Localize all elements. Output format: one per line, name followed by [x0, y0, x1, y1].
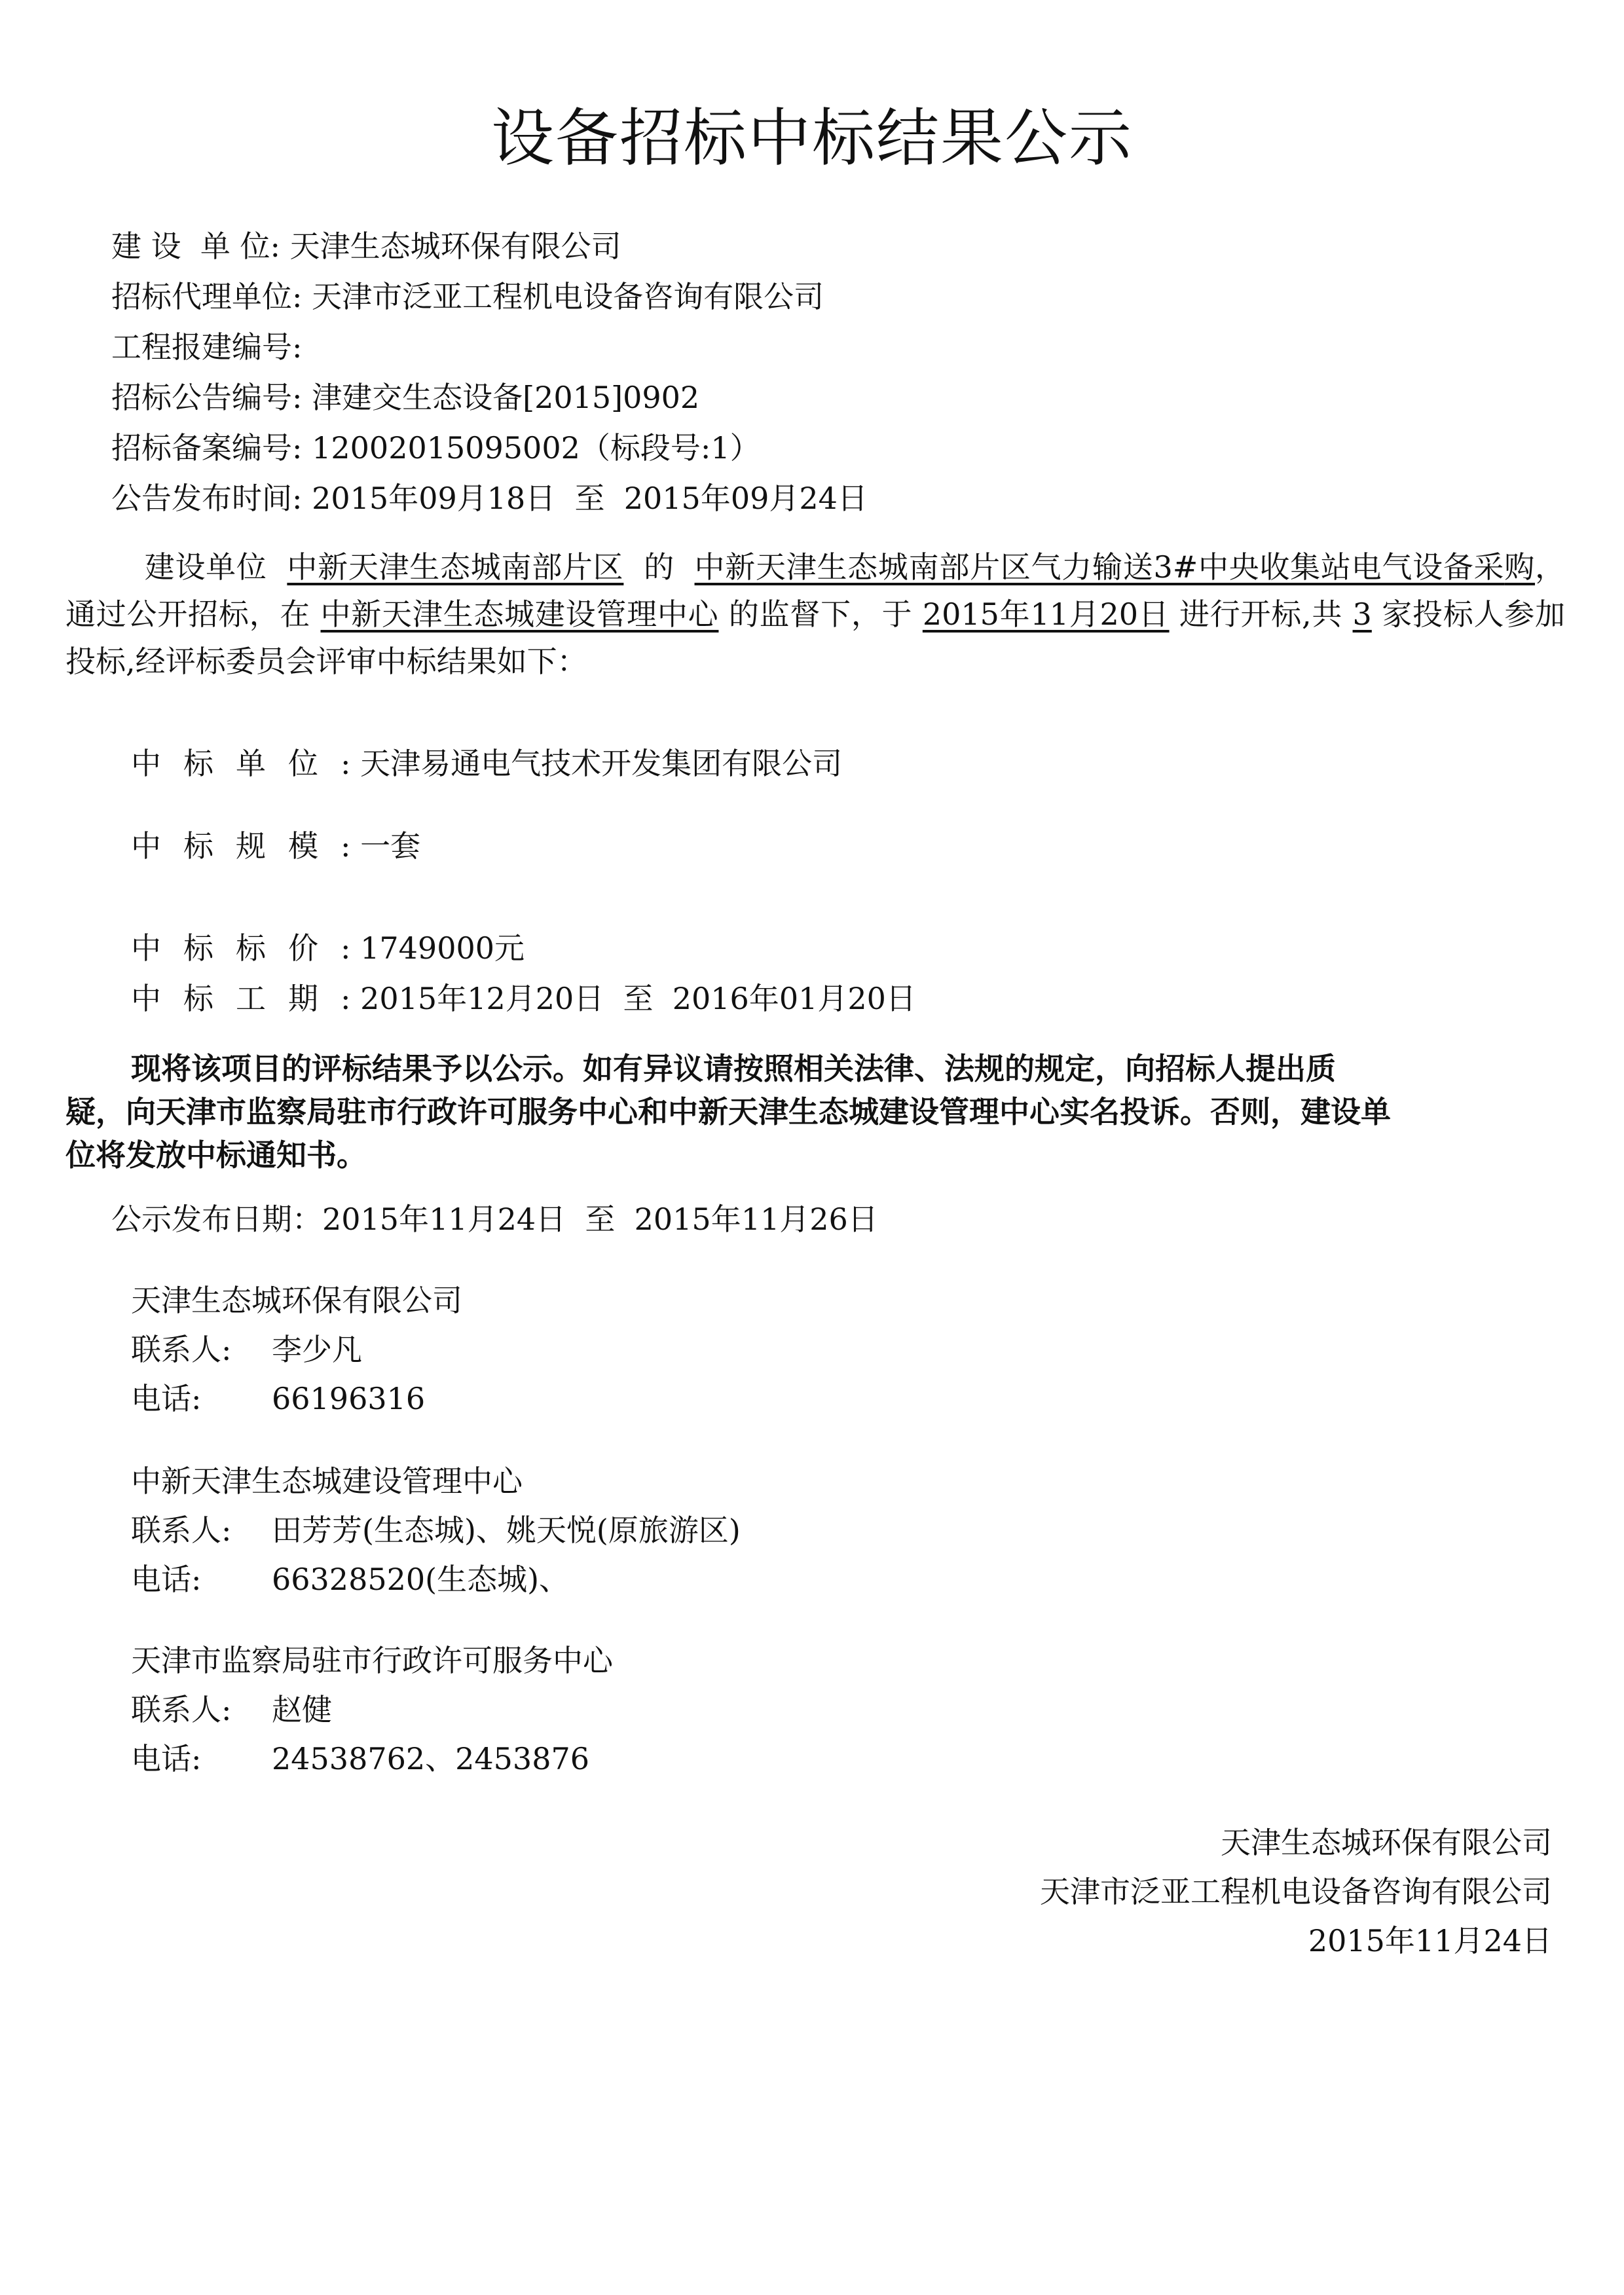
info-row-record-number: 招标备案编号: 12002015095002（标段号:1） [111, 424, 760, 468]
notice-line-1: 现将该项目的评标结果予以公示。如有异议请按照相关法律、法规的规定，向招标人提出质 [131, 1051, 1336, 1086]
signature-org-2: 天津市泛亚工程机电设备咨询有限公司 [1040, 1874, 1552, 1909]
contact-phone-value: 66328520(生态城)、 [272, 1562, 570, 1597]
contact-person-value: 田芳芳(生态城)、姚天悦(原旅游区) [272, 1513, 741, 1548]
publish-value: 2015年11月24日 至 2015年11月26日 [322, 1202, 878, 1237]
info-value: 津建交生态设备[2015]0902 [312, 380, 700, 415]
signature-date: 2015年11月24日 [1308, 1923, 1552, 1958]
result-label: 中标标价 [131, 930, 341, 966]
contact-phone-value: 24538762、2453876 [272, 1741, 589, 1776]
contact-person-2 [131, 1507, 741, 1550]
info-label: 工程报建编号 [111, 329, 292, 365]
contact-phone-label: 电话: [131, 1381, 202, 1416]
page-title: 设备招标中标结果公示 [491, 101, 1133, 175]
publish-label: 公示发布日期： [111, 1202, 322, 1237]
contact-person-value: 赵健 [272, 1692, 332, 1727]
result-value: 天津易通电气技术开发集团有限公司 [360, 746, 843, 781]
info-label: 招标备案编号 [111, 430, 292, 466]
contact-person-3 [131, 1686, 332, 1729]
intro-paragraph: 建设单位 中新天津生态城南部片区 的 中新天津生态城南部片区气力输送3#中央收集站电气设备采购，通过公开招标，在 中新天津生态城建设管理中心 的监督下，于 2015年11月20日 进行开标,共 3 家投标人参加投标,经评标委员会评审中标结果如下： [65, 549, 1566, 679]
result-row-price: 中标标价: 1749000元 [131, 930, 525, 966]
contact-person-1 [131, 1326, 362, 1369]
contact-phone-label: 电话: [131, 1741, 202, 1776]
result-value: 1749000元 [360, 930, 525, 966]
info-label: 公告发布时间 [111, 481, 292, 516]
contact-person-label: 联系人: [131, 1513, 232, 1548]
info-row-builder: 建 设 单 位: 天津生态城环保有限公司 [111, 223, 621, 266]
contact-phone-2 [131, 1556, 569, 1599]
notice-line-2: 疑，向天津市监察局驻市行政许可服务中心和中新天津生态城建设管理中心实名投诉。否则，建设单 [65, 1094, 1391, 1129]
supervisor-name: 中新天津生态城建设管理中心 [320, 597, 719, 632]
contact-org-3: 天津市监察局驻市行政许可服务中心 [131, 1643, 613, 1678]
info-value: 天津市泛亚工程机电设备咨询有限公司 [312, 279, 824, 314]
info-label: 建 设 单 位 [111, 229, 270, 264]
info-row-project-number: 工程报建编号: [111, 323, 303, 367]
result-row-duration: 中标工期: 2015年12月20日 至 2016年01月20日 [131, 981, 916, 1016]
info-value: 天津生态城环保有限公司 [289, 229, 621, 264]
info-row-notice-period: 公告发布时间: 2015年09月18日 至 2015年09月24日 [111, 475, 868, 518]
project-name: 中新天津生态城南部片区气力输送3#中央收集站电气设备采购 [694, 549, 1536, 585]
builder-name: 中新天津生态城南部片区 [287, 549, 624, 585]
result-row-scale: 中标规模: 一套 [131, 828, 421, 864]
contact-org-1: 天津生态城环保有限公司 [131, 1283, 462, 1318]
contact-person-value: 李少凡 [272, 1332, 362, 1367]
info-row-agency: 招标代理单位: 天津市泛亚工程机电设备咨询有限公司 [111, 273, 824, 316]
info-value: 12002015095002（标段号:1） [312, 430, 760, 466]
info-label: 招标代理单位 [111, 279, 292, 314]
contact-person-label: 联系人: [131, 1332, 232, 1367]
bidder-count: 3 [1352, 597, 1372, 632]
result-value: 一套 [360, 828, 421, 864]
signature-org-1: 天津生态城环保有限公司 [1221, 1825, 1552, 1860]
contact-person-label: 联系人: [131, 1692, 232, 1727]
result-label: 中标单位 [131, 746, 341, 781]
result-row-winner: 中标单位: 天津易通电气技术开发集团有限公司 [131, 746, 843, 781]
publish-period [111, 1196, 878, 1239]
contact-org-2: 中新天津生态城建设管理中心 [131, 1463, 523, 1499]
result-value: 2015年12月20日 至 2016年01月20日 [360, 981, 916, 1016]
info-row-notice-number: 招标公告编号: 津建交生态设备[2015]0902 [111, 374, 699, 417]
result-label: 中标规模 [131, 828, 341, 864]
contact-phone-3 [131, 1735, 589, 1778]
opening-date: 2015年11月20日 [922, 597, 1170, 632]
contact-phone-label: 电话: [131, 1562, 202, 1597]
result-label: 中标工期 [131, 981, 341, 1016]
info-value: 2015年09月18日 至 2015年09月24日 [312, 481, 868, 516]
contact-phone-1 [131, 1375, 425, 1418]
contact-phone-value: 66196316 [272, 1381, 426, 1416]
notice-line-3: 位将发放中标通知书。 [65, 1137, 367, 1173]
info-label: 招标公告编号 [111, 380, 292, 415]
